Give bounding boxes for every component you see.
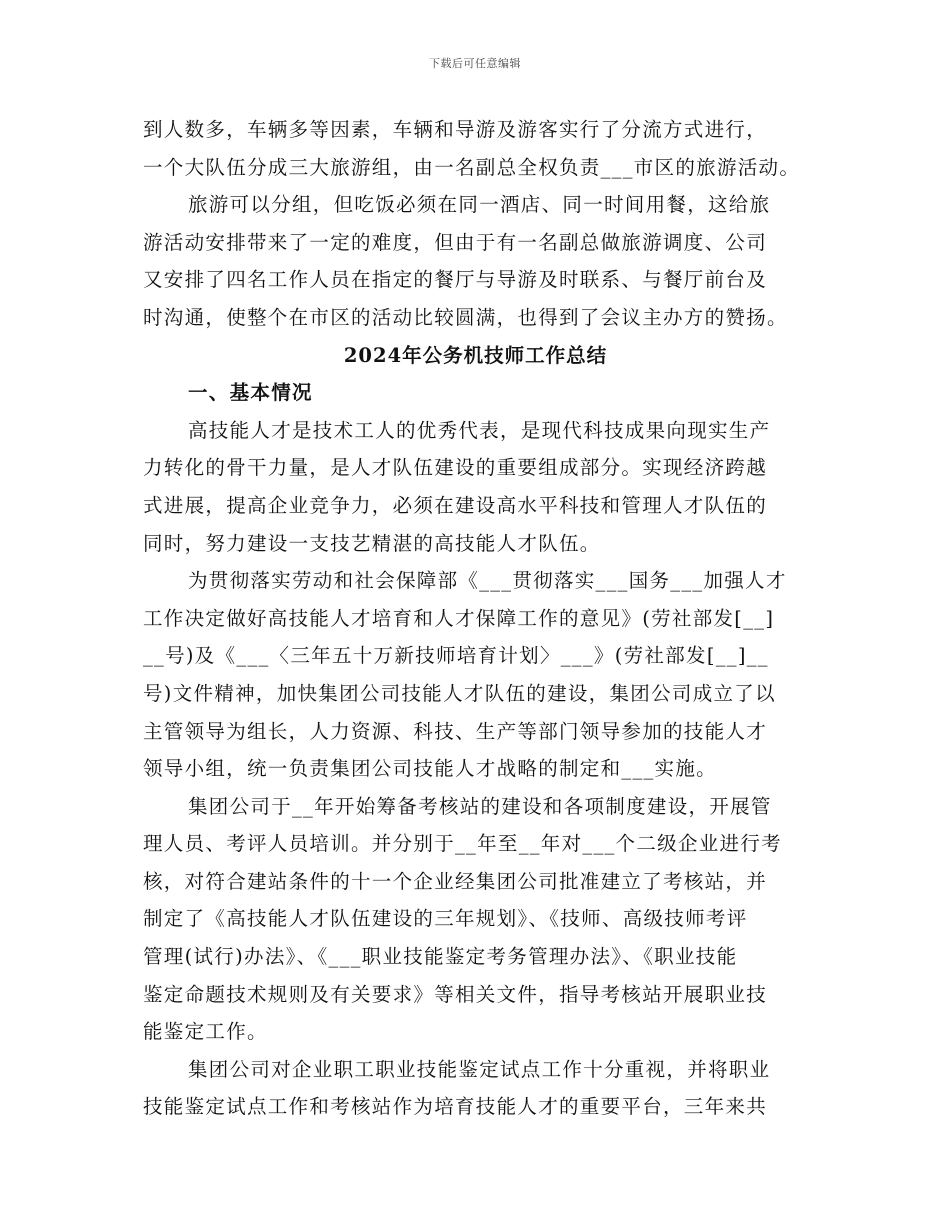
paragraph-line: 时沟通，使整个在市区的活动比较圆满，也得到了会议主办方的赞扬。: [143, 305, 788, 329]
page-header: 下载后可任意编辑: [429, 57, 521, 70]
document-body: [143, 111, 808, 1126]
paragraph-line: 能鉴定工作。: [143, 1020, 268, 1044]
section-heading: 一、基本情况: [188, 381, 313, 405]
paragraph-line: 旅游可以分组，但吃饭必须在同一酒店、同一时间用餐，这给旅: [188, 193, 771, 217]
paragraph-line: 同时，努力建设一支技艺精湛的高技能人才队伍。: [143, 531, 601, 555]
paragraph-line: 鉴定命题技术规则及有关要求》等相关文件，指导考核站开展职业技: [143, 982, 768, 1006]
paragraph-line: 为贯彻落实劳动和社会保障部《___贯彻落实___国务___加强人才: [188, 569, 787, 593]
paragraph-line: 式进展，提高企业竞争力，必须在建设高水平科技和管理人才队伍的: [143, 493, 768, 517]
paragraph-line: 力转化的骨干力量，是人才队伍建设的重要组成部分。实现经济跨越: [143, 456, 768, 480]
paragraph-line: 高技能人才是技术工人的优秀代表，是现代科技成果向现实生产: [188, 418, 771, 442]
paragraph-line: 技能鉴定试点工作和考核站作为培育技能人才的重要平台，三年来共: [143, 1095, 768, 1119]
paragraph-line: 到人数多，车辆多等因素，车辆和导游及游客实行了分流方式进行，: [143, 118, 768, 141]
paragraph-line: 一个大队伍分成三大旅游组，由一名副总全权负责___市区的旅游活动。: [143, 155, 801, 179]
paragraph-line: 管理(试行)办法》、《___职业技能鉴定考务管理办法》、《职业技能: [143, 945, 738, 969]
paragraph-line: __号)及《___〈三年五十万新技师培育计划〉___》(劳社部发[__]__: [143, 644, 769, 668]
paragraph-line: 领导小组，统一负责集团公司技能人才战略的制定和___实施。: [143, 757, 717, 781]
paragraph-line: 又安排了四名工作人员在指定的餐厅与导游及时联系、与餐厅前台及: [143, 268, 768, 292]
document-title: 2024年公务机技师工作总结: [343, 343, 608, 367]
paragraph-line: 制定了《高技能人才队伍建设的三年规划》、《技师、高级技师考评: [143, 907, 748, 931]
paragraph-line: 游活动安排带来了一定的难度，但由于有一名副总做旅游调度、公司: [143, 230, 768, 254]
paragraph-line: 集团公司于__年开始筹备考核站的建设和各项制度建设，开展管: [188, 794, 772, 818]
paragraph-line: 理人员、考评人员培训。并分别于__年至__年对___个二级企业进行考: [143, 832, 782, 856]
paragraph-line: 主管领导为组长，人力资源、科技、生产等部门领导参加的技能人才: [143, 719, 768, 743]
paragraph-line: 核，对符合建站条件的十一个企业经集团公司批准建立了考核站，并: [143, 869, 768, 893]
paragraph-line: 工作决定做好高技能人才培育和人才保障工作的意见》(劳社部发[__]: [143, 606, 775, 630]
paragraph-line: 号)文件精神，加快集团公司技能人才队伍的建设，集团公司成立了以: [143, 681, 776, 705]
paragraph-line: 集团公司对企业职工职业技能鉴定试点工作十分重视，并将职业: [188, 1057, 771, 1081]
